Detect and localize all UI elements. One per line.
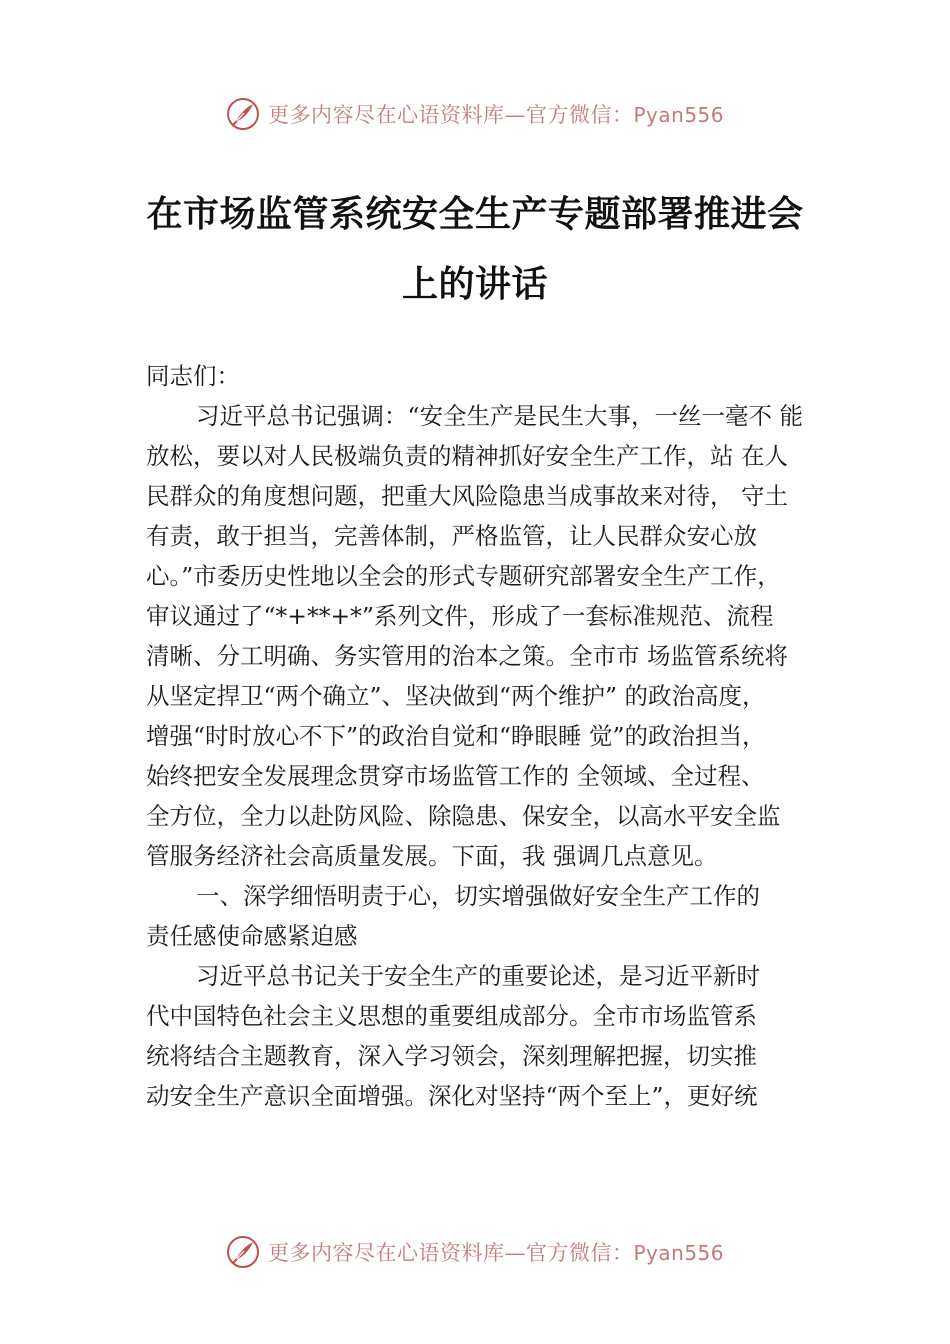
paragraph-line: 民群众的角度想问题，把重大风险隐患当成事故来对待， 守土 [146,482,788,510]
paragraph-line: 统将结合主题教育，深入学习领会，深刻理解把握，切实推 [146,1042,757,1070]
document-title-line-1: 在市场监管系统安全生产专题部署推进会 [146,193,804,235]
paragraph-line: 心。”市委历史性地以全会的形式专题研究部署安全生产工作， [146,562,781,590]
paragraph-line: 从坚定捍卫“两个确立”、坚决做到“两个维护” 的政治高度， [146,682,766,710]
paragraph-line: 全方位，全力以赴防风险、除隐患、保安全，以高水平安全监 [146,802,781,830]
paragraph-line: 习近平总书记强调：“安全生产是民生大事，一丝一毫不 能 [196,402,803,430]
footer-watermark [0,1232,950,1272]
paragraph-line: 增强“时时放心不下”的政治自觉和“睁眼睡 觉”的政治担当， [146,722,766,750]
watermark-wechat-id: Pyan556 [633,103,724,127]
paragraph-line: 责任感使命感紧迫感 [146,922,358,950]
watermark-text: 更多内容尽在心语资料库—官方微信：Pyan556 [267,1241,724,1265]
paragraph-line: 习近平总书记关于安全生产的重要论述，是习近平新时 [196,962,760,990]
paragraph-line: 清晰、分工明确、务实管用的治本之策。全市市 场监管系统将 [146,642,788,670]
paragraph-line: 审议通过了“*+**+*”系列文件，形成了一套标准规范、流程 [146,602,774,630]
paragraph-line: 代中国特色社会主义思想的重要组成部分。全市市场监管系 [146,1002,757,1030]
paragraph-line: 管服务经济社会高质量发展。下面，我 强调几点意见。 [146,842,718,870]
paragraph-line: 始终把安全发展理念贯穿市场监管工作的 全领域、全过程、 [146,762,765,790]
watermark-wechat-id: Pyan556 [633,1241,724,1265]
quill-logo-icon [226,97,260,131]
document-title-line-2: 上的讲话 [401,263,548,305]
header-watermark [0,94,950,134]
quill-logo-icon [226,1235,260,1269]
watermark-text: 更多内容尽在心语资料库—官方微信：Pyan556 [267,103,724,127]
document-body [146,356,846,1116]
paragraph-line: 有责，敢于担当，完善体制，严格监管，让人民群众安心放 [146,522,757,550]
paragraph-line: 一、深学细悟明责于心，切实增强做好安全生产工作的 [196,882,760,910]
salutation-line: 同志们： [146,362,240,390]
paragraph-line: 动安全生产意识全面增强。深化对坚持“两个至上”，更好统 [146,1082,758,1110]
paragraph-line: 放松，要以对人民极端负责的精神抓好安全生产工作，站 在人 [146,442,788,470]
